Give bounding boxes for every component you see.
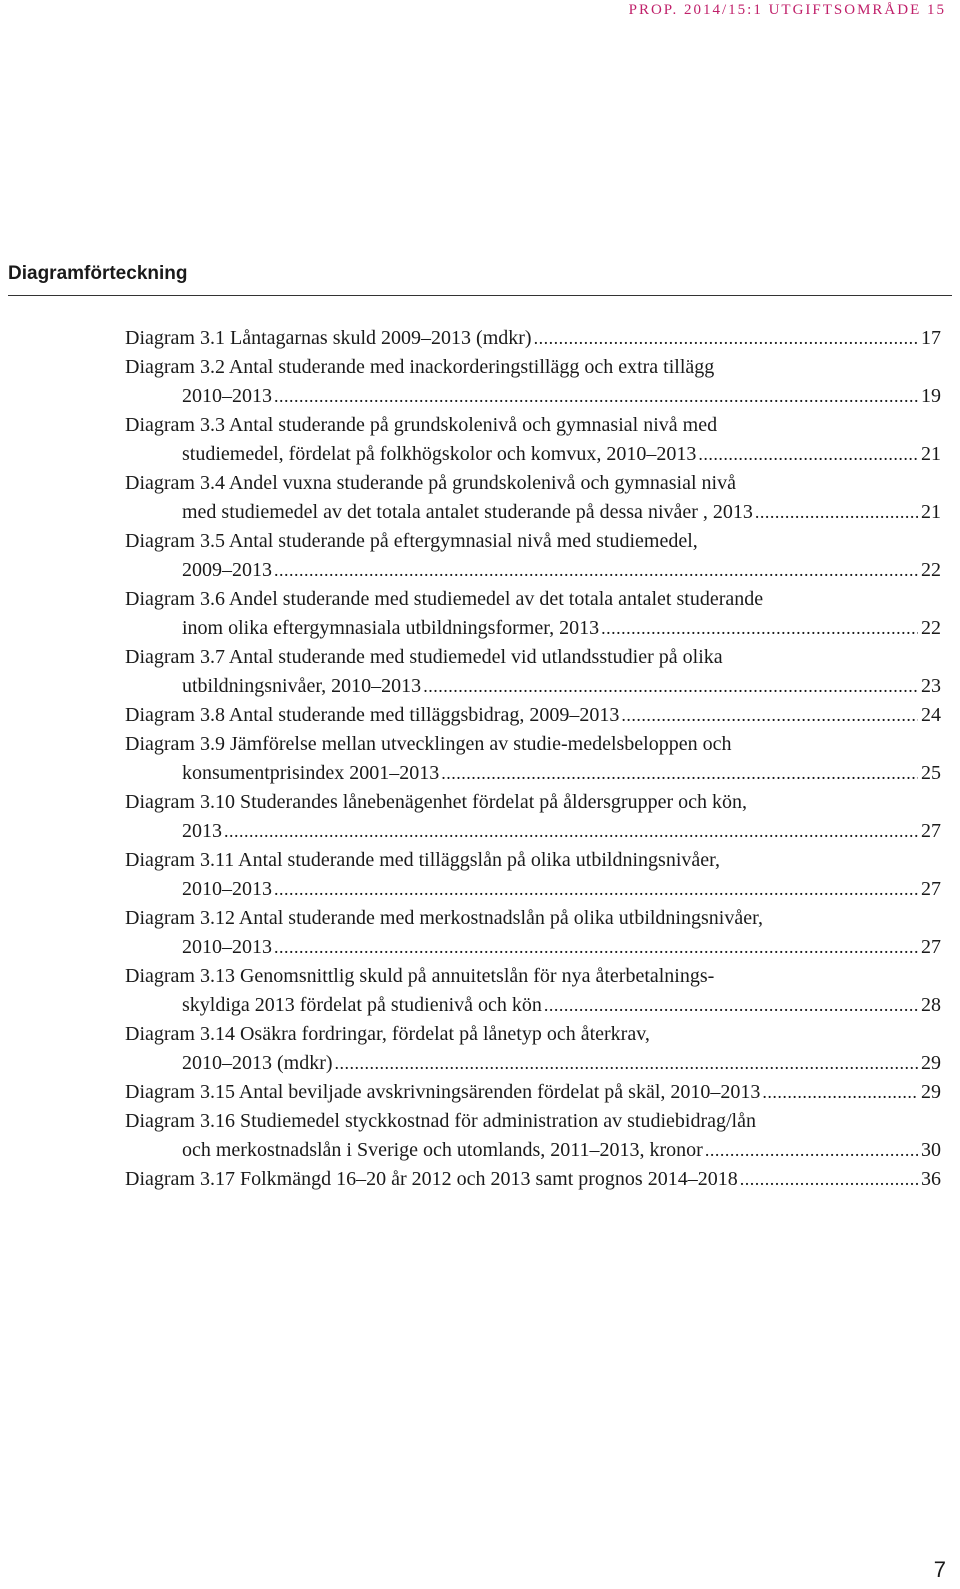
toc-entry[interactable]	[125, 1078, 941, 1107]
dot-leader	[621, 701, 918, 730]
dot-leader	[224, 817, 918, 846]
toc-entry[interactable]	[125, 904, 941, 962]
toc-page-number: 30	[921, 1139, 941, 1161]
dot-leader	[274, 556, 918, 585]
toc-page-number: 24	[921, 704, 941, 726]
toc-entry-first-line	[125, 585, 941, 614]
toc-entry-text: och merkostnadslån i Sverige och utomlands, 2011–2013, kronor	[182, 1139, 703, 1161]
toc-entry[interactable]	[125, 353, 941, 411]
toc-entry-first-line	[125, 788, 941, 817]
toc-entry-first-line	[125, 527, 941, 556]
toc-entry[interactable]	[125, 1165, 941, 1194]
dot-leader	[755, 498, 918, 527]
toc-entry-text: Diagram 3.17 Folkmängd 16–20 år 2012 och 2013 samt prognos 2014–2018	[125, 1168, 738, 1190]
dot-leader	[601, 614, 918, 643]
toc-entry-text: Diagram 3.12 Antal studerande med merkostnadslån på olika utbildningsnivåer,	[125, 907, 763, 929]
toc-entry-text: Diagram 3.11 Antal studerande med tilläggslån på olika utbildningsnivåer,	[125, 849, 720, 871]
toc-entry-text: Diagram 3.10 Studerandes lånebenägenhet fördelat på åldersgrupper och kön,	[125, 791, 747, 813]
toc-entry-first-line	[125, 701, 941, 730]
toc-entry-first-line	[125, 353, 941, 382]
toc-entry-text: Diagram 3.16 Studiemedel styckkostnad för administration av studiebidrag/lån	[125, 1110, 756, 1132]
dot-leader	[335, 1049, 918, 1078]
toc-entry-first-line	[125, 469, 941, 498]
toc-page-number: 36	[921, 1168, 941, 1190]
toc-entry-text: 2010–2013	[182, 385, 272, 407]
toc-entry-first-line	[125, 643, 941, 672]
toc-page-number: 17	[921, 327, 941, 349]
toc-entry-first-line	[125, 411, 941, 440]
toc-entry[interactable]	[125, 527, 941, 585]
dot-leader	[698, 440, 918, 469]
toc-entry-text: utbildningsnivåer, 2010–2013	[182, 675, 422, 697]
toc-entry-continuation-line	[125, 875, 941, 904]
toc-page-number: 23	[921, 675, 941, 697]
toc-entry-first-line	[125, 962, 941, 991]
dot-leader	[762, 1078, 918, 1107]
toc-entry[interactable]	[125, 730, 941, 788]
dot-leader	[274, 933, 918, 962]
toc-entry-continuation-line	[125, 933, 941, 962]
toc-entry[interactable]	[125, 1020, 941, 1078]
toc-entry-text: Diagram 3.7 Antal studerande med studiemedel vid utlandsstudier på olika	[125, 646, 723, 668]
dot-leader	[274, 875, 918, 904]
toc-entry-text: Diagram 3.9 Jämförelse mellan utvecklingen av studie-medelsbeloppen och	[125, 733, 732, 755]
toc-entry-continuation-line	[125, 614, 941, 643]
toc-entry-text: studiemedel, fördelat på folkhögskolor och komvux, 2010–2013	[182, 443, 697, 465]
toc-entry[interactable]	[125, 469, 941, 527]
toc-entry-text: Diagram 3.3 Antal studerande på grundskolenivå och gymnasial nivå med	[125, 414, 718, 436]
dot-leader	[705, 1136, 918, 1165]
toc-page-number: 21	[921, 501, 941, 523]
toc-entry-text: med studiemedel av det totala antalet studerande på dessa nivåer , 2013	[182, 501, 753, 523]
toc-entry[interactable]	[125, 701, 941, 730]
toc-page-number: 22	[921, 617, 941, 639]
toc-entry-text: Diagram 3.4 Andel vuxna studerande på grundskolenivå och gymnasial nivå	[125, 472, 736, 494]
toc-entry-text: Diagram 3.5 Antal studerande på eftergymnasial nivå med studiemedel,	[125, 530, 698, 552]
toc-entry-text: 2010–2013	[182, 878, 272, 900]
toc-page-number: 29	[921, 1081, 941, 1103]
running-header: PROP. 2014/15:1 UTGIFTSOMRÅDE 15	[628, 2, 946, 18]
section-divider	[8, 295, 952, 296]
toc-entry[interactable]	[125, 846, 941, 904]
toc-page-number: 29	[921, 1052, 941, 1074]
dot-leader	[423, 672, 918, 701]
toc-entry-text: Diagram 3.1 Låntagarnas skuld 2009–2013 (mdkr)	[125, 327, 532, 349]
toc-entry-first-line	[125, 1107, 941, 1136]
toc-page-number: 22	[921, 559, 941, 581]
toc-page-number: 19	[921, 385, 941, 407]
toc-entry[interactable]	[125, 788, 941, 846]
toc-entry-first-line	[125, 324, 941, 353]
toc-entry[interactable]	[125, 411, 941, 469]
toc-entry-text: 2010–2013 (mdkr)	[182, 1052, 333, 1074]
toc-entry-text: inom olika eftergymnasiala utbildningsformer, 2013	[182, 617, 600, 639]
toc-entry-first-line	[125, 904, 941, 933]
toc-entry-first-line	[125, 1165, 941, 1194]
dot-leader	[740, 1165, 918, 1194]
dot-leader	[274, 382, 918, 411]
toc-page-number: 27	[921, 820, 941, 842]
toc-entry-first-line	[125, 1020, 941, 1049]
toc-entry-first-line	[125, 730, 941, 759]
table-of-figures	[125, 324, 941, 1194]
toc-entry-continuation-line	[125, 759, 941, 788]
section-title: Diagramförteckning	[8, 263, 188, 284]
toc-page-number: 25	[921, 762, 941, 784]
toc-page-number: 28	[921, 994, 941, 1016]
toc-entry-continuation-line	[125, 1136, 941, 1165]
toc-entry-continuation-line	[125, 498, 941, 527]
toc-entry[interactable]	[125, 585, 941, 643]
dot-leader	[544, 991, 918, 1020]
toc-entry-text: 2009–2013	[182, 559, 272, 581]
toc-entry-text: Diagram 3.14 Osäkra fordringar, fördelat på lånetyp och återkrav,	[125, 1023, 650, 1045]
dot-leader	[534, 324, 918, 353]
toc-entry-text: konsumentprisindex 2001–2013	[182, 762, 440, 784]
toc-entry-text: skyldiga 2013 fördelat på studienivå och kön	[182, 994, 542, 1016]
toc-entry-continuation-line	[125, 382, 941, 411]
toc-entry-text: Diagram 3.6 Andel studerande med studiemedel av det totala antalet studerande	[125, 588, 764, 610]
page-number: 7	[933, 1557, 946, 1582]
toc-entry-text: 2010–2013	[182, 936, 272, 958]
toc-page-number: 21	[921, 443, 941, 465]
toc-entry-text: Diagram 3.13 Genomsnittlig skuld på annuitetslån för nya återbetalnings-	[125, 965, 715, 987]
toc-entry[interactable]	[125, 962, 941, 1020]
toc-entry[interactable]	[125, 324, 941, 353]
toc-entry[interactable]	[125, 643, 941, 701]
toc-page-number: 27	[921, 878, 941, 900]
toc-entry-first-line	[125, 846, 941, 875]
toc-entry-text: Diagram 3.2 Antal studerande med inackorderingstillägg och extra tillägg	[125, 356, 715, 378]
toc-entry-continuation-line	[125, 556, 941, 585]
toc-entry-text: 2013	[182, 820, 222, 842]
toc-entry-first-line	[125, 1078, 941, 1107]
toc-page-number: 27	[921, 936, 941, 958]
toc-entry-text: Diagram 3.15 Antal beviljade avskrivningsärenden fördelat på skäl, 2010–2013	[125, 1081, 761, 1103]
toc-entry-continuation-line	[125, 672, 941, 701]
toc-entry-text: Diagram 3.8 Antal studerande med tilläggsbidrag, 2009–2013	[125, 704, 620, 726]
toc-entry-continuation-line	[125, 440, 941, 469]
toc-entry-continuation-line	[125, 1049, 941, 1078]
toc-entry-continuation-line	[125, 817, 941, 846]
dot-leader	[441, 759, 918, 788]
toc-entry-continuation-line	[125, 991, 941, 1020]
toc-entry[interactable]	[125, 1107, 941, 1165]
